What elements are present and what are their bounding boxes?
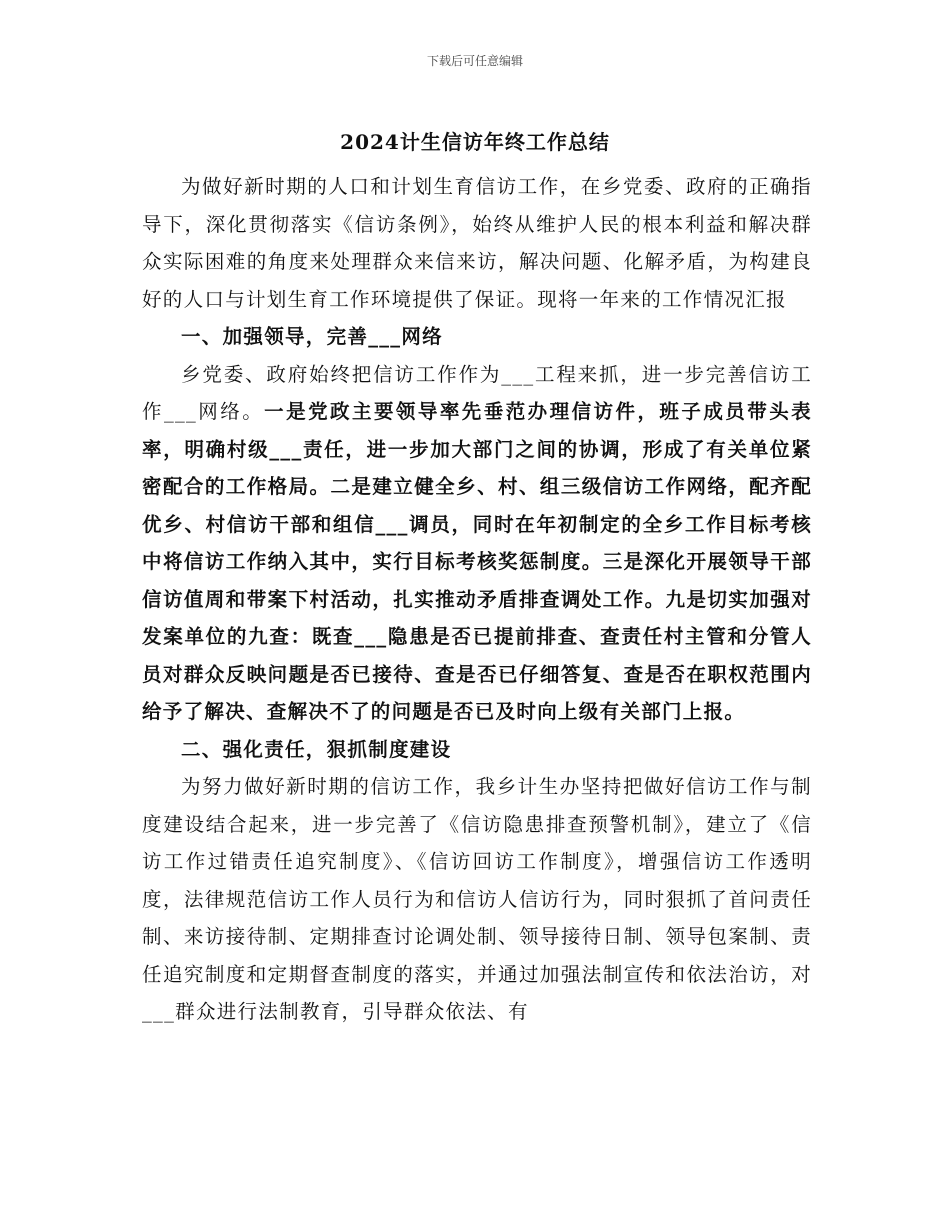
section-heading-2: 二、强化责任，狠抓制度建设 — [181, 737, 452, 761]
paragraph-section-1-normal: 乡党委、政府始终把信访工作作为___工程来抓，进一步完善信访工作___网络。 — [142, 362, 812, 423]
paragraph-intro: 为做好新时期的人口和计划生育信访工作，在乡党委、政府的正确指导下，深化贯彻落实《信访条例》，始终从维护人民的根本利益和解决群众实际困难的角度来处理群众来信来访，解决问题、化解矛盾，为构建良好的人口与计划生育工作环境提供了保证。现将一年来的工作情况汇报 — [142, 175, 812, 311]
section-heading-1: 一、加强领导，完善___网络 — [181, 325, 443, 348]
paragraph-section-2: 为努力做好新时期的信访工作，我乡计生办坚持把做好信访工作与制度建设结合起来，进一步完善了《信访隐患排查预警机制》，建立了《信访工作过错责任追究制度》、《信访回访工作制度》，增强信访工作透明度，法律规范信访工作人员行为和信访人信访行为，同时狠抓了首问责任制、来访接待制、定期排查讨论调处制、领导接待日制、领导包案制、责任追究制度和定期督查制度的落实，并通过加强法制宣传和依法治访，对___群众进行法制教育，引导群众依法、有 — [142, 775, 812, 1023]
document-title: 2024计生信访年终工作总结 — [340, 130, 610, 154]
paragraph-section-1 — [142, 356, 812, 731]
paragraph-section-1-bold: 一是党政主要领导率先垂范办理信访件，班子成员带头表率，明确村级___责任，进一步加大部门之间的协调，形成了有关单位紧密配合的工作格局。二是建立健全乡、村、组三级信访工作网络，配齐配优乡、村信访干部和组信___调员，同时在年初制定的全乡工作目标考核中将信访工作纳入其中，实行目标考核奖惩制度。三是深化开展领导干部信访值周和带案下村活动，扎实推动矛盾排查调处工作。九是切实加强对发案单位的九查：既查___隐患是否已提前排查、查责任村主管和分管人员对群众反映问题是否已接待、查是否已仔细答复、查是否在职权范围内给予了解决、查解决不了的问题是否已及时向上级有关部门上报。 — [142, 400, 812, 723]
document-body — [142, 168, 812, 1031]
page-header-note: 下载后可任意编辑 — [426, 54, 523, 68]
